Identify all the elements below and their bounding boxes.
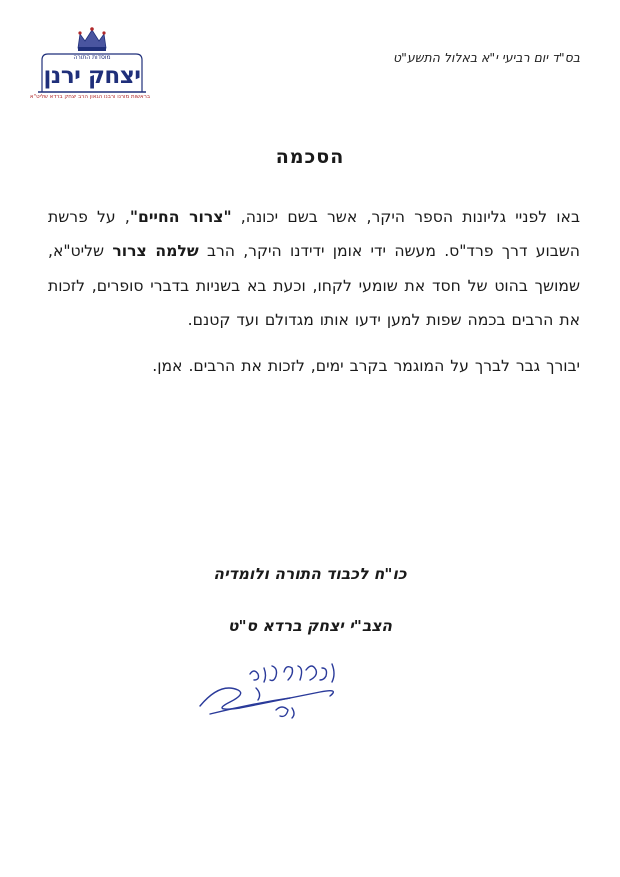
body-text: שליט"א, שמושך בהוט של חסד את שומעי לקחו, וכעת בא בשניות בדברי סופרים, לזכות את הרבים בכמה שפות למען ידעו אותו מגדולם ועד קטנם. — [48, 242, 580, 329]
logo-founder-line: בראשות מורנו ורבנו הגאון הרב יצחק ברדא שליט"א — [29, 94, 150, 100]
book-title: "צרור החיים" — [129, 208, 232, 226]
institution-logo — [29, 24, 150, 102]
logo-name: יצחק ירנן — [43, 63, 141, 89]
body-text: , על פרשת השבוע דרך פרד"ס. מעשה ידי אומן ידידנו היקר, הרב — [48, 208, 580, 261]
handwritten-signature — [180, 652, 380, 732]
crown-icon — [78, 27, 106, 51]
signer-name: הצב"י יצחק ברדא ס"ט — [227, 617, 393, 635]
body-paragraph — [48, 200, 580, 337]
body-paragraph: יבורך גבר לברך על המוגמר בקרב ימים, לזכות את הרבים. אמן. — [152, 357, 580, 376]
author-name: שלמה צרור — [112, 242, 199, 261]
letter-date: בס"ד יום רביעי י"א באלול התשע"ט — [393, 50, 580, 65]
closing-line: כו"ח לכבוד התורה ולומדיה — [213, 565, 407, 583]
logo-org-line: מוסדות התורה — [73, 54, 111, 61]
page-title: הסכמה — [275, 146, 345, 168]
body-text: באו לפניי גליונות הספר היקר, אשר בשם יכונה, — [231, 208, 580, 226]
letter-body — [48, 200, 580, 383]
